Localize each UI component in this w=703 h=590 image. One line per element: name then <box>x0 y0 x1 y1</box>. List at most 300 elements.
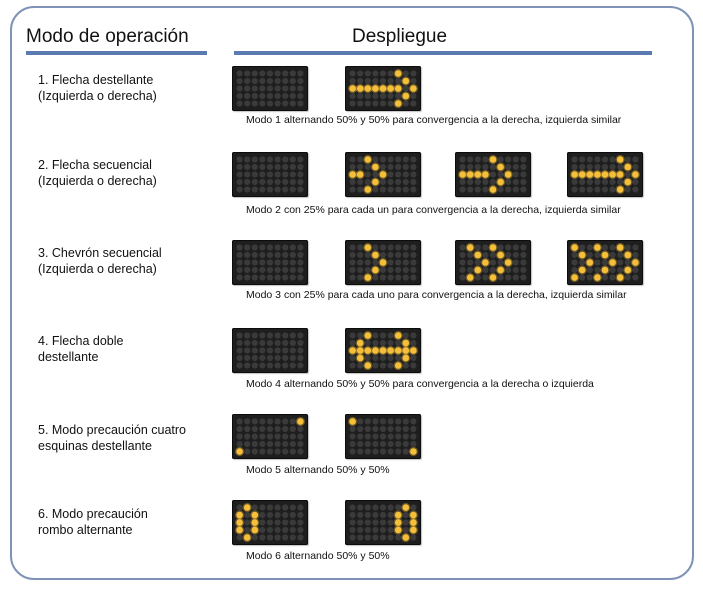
lamp-on <box>594 244 601 251</box>
lamp-off <box>388 355 394 361</box>
lamp-on <box>403 340 410 347</box>
lamp-off <box>259 179 265 185</box>
lamp-on <box>357 85 364 92</box>
lamp-off <box>237 441 243 447</box>
lamp-off <box>244 252 250 258</box>
mode-1-board-2 <box>345 66 421 111</box>
lamp-off <box>297 504 303 510</box>
lamp-on <box>410 85 417 92</box>
lamp-on <box>403 504 410 511</box>
lamp-off <box>259 441 265 447</box>
lamp-on <box>579 171 586 178</box>
mode-6-title <box>38 506 148 538</box>
lamp-off <box>388 186 394 192</box>
lamp-off <box>297 156 303 162</box>
lamp-off <box>365 418 371 424</box>
lamp-off <box>350 527 356 533</box>
lamp-off <box>237 504 243 510</box>
lamp-off <box>275 519 281 525</box>
lamp-off <box>350 164 356 170</box>
lamp-off <box>505 267 511 273</box>
lamp-off <box>410 259 416 265</box>
lamp-off <box>275 332 281 338</box>
lamp-off <box>632 274 638 280</box>
lamp-off <box>297 85 303 91</box>
lamp-grid <box>455 240 531 285</box>
lamp-off <box>403 519 409 525</box>
lamp-off <box>513 179 519 185</box>
lamp-off <box>357 179 363 185</box>
lamp-off <box>482 156 488 162</box>
lamp-off <box>388 448 394 454</box>
lamp-off <box>282 252 288 258</box>
lamp-off <box>372 274 378 280</box>
lamp-off <box>297 70 303 76</box>
lamp-on <box>482 259 489 266</box>
lamp-off <box>290 267 296 273</box>
lamp-off <box>380 274 386 280</box>
lamp-off <box>350 534 356 540</box>
lamp-on <box>579 252 586 259</box>
mode-2-caption: Modo 2 con 25% para cada un para convergencia a la derecha, izquierda similar <box>246 204 621 216</box>
lamp-off <box>372 355 378 361</box>
lamp-off <box>290 448 296 454</box>
lamp-off <box>372 519 378 525</box>
lamp-off <box>350 426 356 432</box>
lamp-on <box>410 347 417 354</box>
lamp-off <box>395 274 401 280</box>
lamp-off <box>357 259 363 265</box>
lamp-off <box>282 347 288 353</box>
lamp-off <box>259 244 265 250</box>
lamp-off <box>388 171 394 177</box>
lamp-on <box>490 244 497 251</box>
lamp-off <box>388 78 394 84</box>
lamp-on <box>602 267 609 274</box>
lamp-off <box>365 252 371 258</box>
lamp-off <box>275 527 281 533</box>
lamp-off <box>267 426 273 432</box>
lamp-on <box>252 519 259 526</box>
lamp-on <box>357 340 364 347</box>
lamp-off <box>237 171 243 177</box>
lamp-off <box>410 267 416 273</box>
lamp-off <box>572 179 578 185</box>
lamp-off <box>244 78 250 84</box>
lamp-off <box>395 164 401 170</box>
lamp-on <box>609 171 616 178</box>
lamp-off <box>267 186 273 192</box>
lamp-on <box>252 512 259 519</box>
lamp-on <box>365 347 372 354</box>
mode-3-board-2 <box>345 240 421 285</box>
lamp-off <box>350 93 356 99</box>
lamp-off <box>282 355 288 361</box>
lamp-off <box>290 93 296 99</box>
lamp-off <box>290 340 296 346</box>
lamp-off <box>403 362 409 368</box>
lamp-off <box>297 355 303 361</box>
lamp-off <box>467 252 473 258</box>
lamp-off <box>267 259 273 265</box>
lamp-off <box>350 274 356 280</box>
lamp-off <box>350 267 356 273</box>
lamp-off <box>410 355 416 361</box>
lamp-on <box>372 252 379 259</box>
lamp-off <box>403 244 409 250</box>
lamp-off <box>365 534 371 540</box>
lamp-off <box>350 78 356 84</box>
lamp-off <box>388 519 394 525</box>
lamp-off <box>252 441 258 447</box>
lamp-off <box>290 355 296 361</box>
lamp-off <box>610 267 616 273</box>
lamp-on <box>365 274 372 281</box>
lamp-off <box>395 418 401 424</box>
lamp-off <box>275 426 281 432</box>
lamp-off <box>587 252 593 258</box>
lamp-off <box>350 441 356 447</box>
mode-5-board-1 <box>232 414 308 459</box>
lamp-off <box>520 244 526 250</box>
mode-3-title-line-1: 3. Chevrón secuencial <box>38 246 162 260</box>
lamp-on <box>594 171 601 178</box>
lamp-off <box>244 362 250 368</box>
lamp-off <box>267 93 273 99</box>
lamp-off <box>282 512 288 518</box>
lamp-on <box>395 332 402 339</box>
lamp-off <box>259 267 265 273</box>
lamp-off <box>372 259 378 265</box>
lamp-off <box>513 252 519 258</box>
lamp-off <box>403 70 409 76</box>
lamp-on <box>410 512 417 519</box>
lamp-off <box>259 70 265 76</box>
lamp-off <box>252 78 258 84</box>
lamp-off <box>403 259 409 265</box>
lamp-on <box>365 85 372 92</box>
lamp-on <box>236 519 243 526</box>
lamp-on <box>571 244 578 251</box>
lamp-off <box>275 418 281 424</box>
lamp-on <box>632 171 639 178</box>
lamp-off <box>297 534 303 540</box>
lamp-off <box>395 93 401 99</box>
lamp-off <box>410 252 416 258</box>
lamp-off <box>490 259 496 265</box>
lamp-off <box>267 156 273 162</box>
lamp-off <box>350 355 356 361</box>
lamp-off <box>350 179 356 185</box>
lamp-off <box>275 448 281 454</box>
lamp-off <box>388 259 394 265</box>
lamp-off <box>579 259 585 265</box>
lamp-off <box>617 252 623 258</box>
lamp-off <box>410 171 416 177</box>
lamp-off <box>244 340 250 346</box>
lamp-off <box>357 534 363 540</box>
lamp-off <box>237 78 243 84</box>
lamp-off <box>513 164 519 170</box>
lamp-on <box>380 347 387 354</box>
lamp-off <box>380 100 386 106</box>
lamp-off <box>290 252 296 258</box>
lamp-off <box>602 274 608 280</box>
lamp-off <box>388 426 394 432</box>
lamp-off <box>237 259 243 265</box>
lamp-off <box>357 100 363 106</box>
lamp-off <box>290 527 296 533</box>
lamp-on <box>372 85 379 92</box>
lamp-off <box>498 156 504 162</box>
lamp-off <box>625 244 631 250</box>
lamp-off <box>372 448 378 454</box>
lamp-off <box>625 259 631 265</box>
lamp-off <box>282 426 288 432</box>
lamp-off <box>290 512 296 518</box>
lamp-off <box>372 244 378 250</box>
lamp-off <box>403 100 409 106</box>
lamp-off <box>267 519 273 525</box>
lamp-off <box>290 244 296 250</box>
lamp-off <box>290 259 296 265</box>
lamp-off <box>610 179 616 185</box>
lamp-off <box>372 156 378 162</box>
lamp-off <box>372 186 378 192</box>
lamp-off <box>572 186 578 192</box>
mode-2-board-2 <box>345 152 421 197</box>
lamp-off <box>388 164 394 170</box>
lamp-off <box>365 164 371 170</box>
lamp-off <box>244 448 250 454</box>
lamp-off <box>513 259 519 265</box>
lamp-off <box>410 433 416 439</box>
mode-2-title-line-1: 2. Flecha secuencial <box>38 158 152 172</box>
lamp-off <box>244 347 250 353</box>
lamp-off <box>259 100 265 106</box>
lamp-off <box>365 267 371 273</box>
lamp-off <box>505 244 511 250</box>
lamp-off <box>460 164 466 170</box>
lamp-off <box>380 156 386 162</box>
lamp-off <box>380 179 386 185</box>
lamp-off <box>267 85 273 91</box>
lamp-off <box>357 156 363 162</box>
lamp-off <box>410 426 416 432</box>
lamp-off <box>410 78 416 84</box>
lamp-off <box>579 244 585 250</box>
lamp-on <box>475 252 482 259</box>
lamp-off <box>365 448 371 454</box>
lamp-off <box>237 433 243 439</box>
mode-1-title-line-1: 1. Flecha destellante <box>38 73 154 87</box>
lamp-off <box>365 78 371 84</box>
lamp-on <box>395 362 402 369</box>
lamp-off <box>395 267 401 273</box>
lamp-on <box>357 355 364 362</box>
lamp-off <box>388 418 394 424</box>
lamp-off <box>490 267 496 273</box>
lamp-off <box>350 512 356 518</box>
lamp-off <box>357 519 363 525</box>
lamp-off <box>259 426 265 432</box>
lamp-off <box>403 85 409 91</box>
lamp-off <box>498 259 504 265</box>
lamp-off <box>290 70 296 76</box>
lamp-on <box>475 267 482 274</box>
lamp-off <box>297 179 303 185</box>
lamp-off <box>297 274 303 280</box>
lamp-off <box>244 85 250 91</box>
mode-2-board-3 <box>455 152 531 197</box>
lamp-off <box>617 164 623 170</box>
lamp-off <box>275 70 281 76</box>
lamp-off <box>267 527 273 533</box>
lamp-off <box>513 171 519 177</box>
lamp-off <box>259 274 265 280</box>
lamp-off <box>350 259 356 265</box>
lamp-off <box>467 156 473 162</box>
lamp-grid <box>232 152 308 197</box>
lamp-off <box>290 274 296 280</box>
lamp-off <box>388 244 394 250</box>
lamp-off <box>237 332 243 338</box>
lamp-on <box>609 259 616 266</box>
lamp-on <box>372 267 379 274</box>
lamp-on <box>395 519 402 526</box>
lamp-off <box>403 179 409 185</box>
lamp-off <box>372 340 378 346</box>
lamp-off <box>410 274 416 280</box>
lamp-off <box>237 179 243 185</box>
lamp-off <box>275 186 281 192</box>
lamp-off <box>365 355 371 361</box>
lamp-off <box>267 340 273 346</box>
lamp-off <box>282 70 288 76</box>
lamp-off <box>244 186 250 192</box>
lamp-off <box>610 186 616 192</box>
lamp-off <box>259 355 265 361</box>
lamp-off <box>267 78 273 84</box>
lamp-on <box>490 156 497 163</box>
lamp-off <box>395 433 401 439</box>
lamp-on <box>297 418 304 425</box>
lamp-off <box>388 534 394 540</box>
lamp-off <box>244 164 250 170</box>
mode-5-title-line-2: esquinas destellante <box>38 439 152 453</box>
lamp-off <box>572 164 578 170</box>
mode-3-caption: Modo 3 con 25% para cada uno para convergencia a la derecha, izquierda similar <box>246 289 627 301</box>
lamp-off <box>252 340 258 346</box>
lamp-off <box>267 534 273 540</box>
lamp-off <box>290 164 296 170</box>
lamp-off <box>513 244 519 250</box>
lamp-off <box>388 433 394 439</box>
lamp-off <box>350 362 356 368</box>
lamp-on <box>497 179 504 186</box>
lamp-on <box>403 534 410 541</box>
lamp-on <box>594 274 601 281</box>
mode-6-title-line-2: rombo alternante <box>38 523 133 537</box>
lamp-off <box>460 186 466 192</box>
lamp-off <box>290 426 296 432</box>
lamp-off <box>365 519 371 525</box>
lamp-on <box>587 259 594 266</box>
lamp-off <box>297 362 303 368</box>
lamp-off <box>350 186 356 192</box>
lamp-on <box>244 504 251 511</box>
lamp-off <box>388 70 394 76</box>
lamp-off <box>372 362 378 368</box>
lamp-off <box>275 164 281 170</box>
lamp-off <box>290 78 296 84</box>
lamp-off <box>380 512 386 518</box>
lamp-off <box>259 93 265 99</box>
lamp-off <box>252 244 258 250</box>
mode-2-title <box>38 157 157 189</box>
lamp-off <box>467 267 473 273</box>
lamp-off <box>372 426 378 432</box>
lamp-off <box>410 504 416 510</box>
lamp-off <box>467 186 473 192</box>
lamp-off <box>237 534 243 540</box>
lamp-off <box>267 347 273 353</box>
lamp-off <box>259 527 265 533</box>
lamp-off <box>520 274 526 280</box>
lamp-off <box>372 171 378 177</box>
lamp-on <box>236 448 243 455</box>
lamp-off <box>617 267 623 273</box>
lamp-off <box>632 244 638 250</box>
lamp-off <box>252 426 258 432</box>
lamp-off <box>244 355 250 361</box>
lamp-off <box>259 418 265 424</box>
mode-5-board-2 <box>345 414 421 459</box>
lamp-on <box>497 164 504 171</box>
lamp-off <box>410 70 416 76</box>
lamp-on <box>497 252 504 259</box>
lamp-off <box>475 156 481 162</box>
lamp-off <box>475 274 481 280</box>
lamp-off <box>282 186 288 192</box>
mode-1-title-line-2: (Izquierda o derecha) <box>38 89 157 103</box>
mode-5-caption: Modo 5 alternando 50% y 50% <box>246 464 390 476</box>
lamp-off <box>350 252 356 258</box>
lamp-off <box>365 100 371 106</box>
lamp-off <box>282 244 288 250</box>
lamp-on <box>602 171 609 178</box>
lamp-on <box>617 274 624 281</box>
lamp-off <box>388 332 394 338</box>
lamp-on <box>380 171 387 178</box>
lamp-off <box>290 504 296 510</box>
lamp-on <box>617 244 624 251</box>
lamp-off <box>237 85 243 91</box>
lamp-off <box>297 433 303 439</box>
lamp-off <box>395 244 401 250</box>
mode-1-title <box>38 72 157 104</box>
lamp-off <box>388 252 394 258</box>
lamp-on <box>617 171 624 178</box>
mode-2-board-4 <box>567 152 643 197</box>
lamp-off <box>625 171 631 177</box>
lamp-on <box>403 93 410 100</box>
lamp-off <box>267 267 273 273</box>
lamp-off <box>482 179 488 185</box>
lamp-off <box>498 274 504 280</box>
mode-4-caption: Modo 4 alternando 50% y 50% para convergencia a la derecha o izquierda <box>246 378 594 390</box>
lamp-off <box>252 93 258 99</box>
